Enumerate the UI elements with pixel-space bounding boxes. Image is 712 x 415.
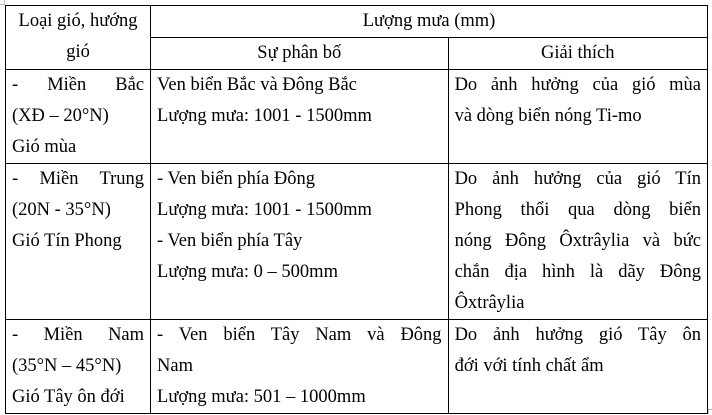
explanation-line: Ôxtrâylia: [454, 293, 525, 313]
distribution-line: Lượng mưa: 1001 - 1500mm: [157, 200, 372, 220]
explanation-line: Do ảnh hưởng gió Tây ôn: [454, 325, 701, 345]
header-distribution: Sự phân bố: [151, 38, 449, 70]
header-wind-type-line-2: gió: [66, 42, 90, 62]
rainfall-table: [5, 5, 708, 414]
explanation-line: Do ảnh hưởng của gió mùa: [454, 75, 701, 95]
region-latitude: (20N - 35°N): [12, 200, 111, 220]
distribution-line: - Ven biển phía Tây: [157, 231, 303, 251]
region-latitude: (XĐ – 20°N): [12, 106, 109, 126]
cell-distribution: [151, 320, 449, 414]
distribution-line: - Ven biển phía Đông: [157, 169, 315, 189]
header-explanation: Giải thích: [448, 38, 707, 70]
region-wind: Gió mùa: [12, 137, 77, 157]
table-row-central: [6, 164, 708, 320]
table-row-north: [6, 70, 708, 164]
region-name: - Miền Nam: [12, 325, 145, 345]
cell-region: [6, 164, 151, 320]
distribution-line: Lượng mưa: 1001 - 1500mm: [157, 106, 372, 126]
distribution-line: Ven biển Bắc và Đông Bắc: [157, 75, 357, 95]
cell-distribution: [151, 164, 449, 320]
header-row-1: [6, 6, 708, 38]
region-name: - Miền Trung: [12, 169, 145, 189]
explanation-line: Phong thổi qua dòng biển: [454, 200, 701, 220]
header-wind-type-line-1: Loại gió, hướng: [18, 11, 138, 31]
explanation-line: nóng Đông Ôxtrâylia và bức: [454, 231, 701, 251]
explanation-line: đới với tính chất ẩm: [454, 356, 604, 376]
cell-region: [6, 70, 151, 164]
region-name: - Miền Bắc: [12, 75, 145, 95]
distribution-line: Lượng mưa: 501 – 1000mm: [157, 387, 366, 407]
explanation-line: và dòng biển nóng Ti-mo: [454, 106, 642, 126]
table-row-south: [6, 320, 708, 414]
cell-explanation: [448, 70, 707, 164]
distribution-line: - Ven biển Tây Nam và Đông: [157, 325, 442, 345]
cell-distribution: [151, 70, 449, 164]
region-wind: Gió Tây ôn đới: [12, 387, 125, 407]
distribution-line: Lượng mưa: 0 – 500mm: [157, 262, 338, 282]
cell-explanation: [448, 164, 707, 320]
header-wind-type: [6, 6, 151, 70]
cell-region: [6, 320, 151, 414]
region-latitude: (35°N – 45°N): [12, 356, 122, 376]
distribution-line: Nam: [157, 356, 194, 376]
explanation-line: chắn địa hình là dãy Đông: [454, 262, 701, 282]
page-corner-mark-bottom-right: [708, 409, 712, 414]
explanation-line: Do ảnh hưởng của gió Tín: [454, 169, 701, 189]
region-wind: Gió Tín Phong: [12, 231, 122, 251]
cell-explanation: [448, 320, 707, 414]
header-rainfall-group: Lượng mưa (mm): [151, 6, 708, 38]
